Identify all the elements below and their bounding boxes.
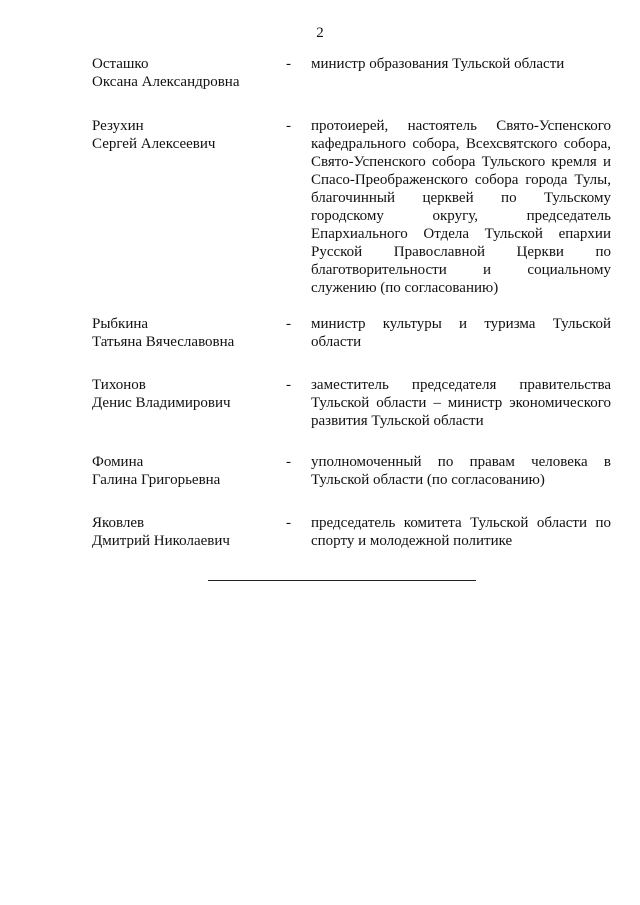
page-number: 2 <box>316 25 324 41</box>
role-line: протоиерей, настоятель Свято-Успенского <box>311 118 611 134</box>
member-role <box>311 376 611 430</box>
role-line: области <box>311 334 362 350</box>
member-role <box>311 55 611 73</box>
member-name <box>92 117 282 153</box>
member-name <box>92 376 282 412</box>
role-line: Свято-Успенского собора Тульского кремля и <box>311 154 611 170</box>
member-name <box>92 453 282 489</box>
member-given-names: Сергей Алексеевич <box>92 136 216 152</box>
member-name <box>92 315 282 351</box>
separator-dash: - <box>286 56 291 72</box>
member-surname: Тихонов <box>92 377 146 393</box>
role-line: Спасо-Преображенского собора города Тулы, <box>311 172 611 188</box>
role-line: уполномоченный по правам человека в <box>311 454 611 470</box>
member-surname: Рыбкина <box>92 316 149 332</box>
role-line: служению (по согласованию) <box>311 280 499 296</box>
separator-dash: - <box>286 454 291 470</box>
separator-dash: - <box>286 316 291 332</box>
separator-dash: - <box>286 377 291 393</box>
member-role <box>311 315 611 351</box>
separator-dash: - <box>286 515 291 531</box>
role-line: городскому округу, председатель <box>311 208 611 224</box>
member-surname: Осташко <box>92 56 149 72</box>
member-role <box>311 514 611 550</box>
role-line: Тульской области (по согласованию) <box>311 472 545 488</box>
role-line: благотворительности и социальному <box>311 262 611 278</box>
role-line: заместитель председателя правительства <box>311 377 611 393</box>
closing-rule <box>208 580 476 581</box>
role-line: Русской Православной Церкви по <box>311 244 611 260</box>
member-role <box>311 453 611 489</box>
member-role <box>311 117 611 297</box>
role-line: развития Тульской области <box>311 413 484 429</box>
role-line: кафедрального собора, Всехсвятского собора, <box>311 136 611 152</box>
member-given-names: Денис Владимирович <box>92 395 231 411</box>
role-line: министр образования Тульской области <box>311 56 565 72</box>
member-name <box>92 55 282 91</box>
role-line: благочинный церквей по Тульскому <box>311 190 611 206</box>
role-line: министр культуры и туризма Тульской <box>311 316 611 332</box>
role-line: спорту и молодежной политике <box>311 533 513 549</box>
member-surname: Яковлев <box>92 515 145 531</box>
role-line: Епархиального Отдела Тульской епархии <box>311 226 611 242</box>
member-name <box>92 514 282 550</box>
role-line: Тульской области – министр экономического <box>311 395 611 411</box>
separator-dash: - <box>286 118 291 134</box>
member-given-names: Татьяна Вячеславовна <box>92 334 235 350</box>
member-surname: Резухин <box>92 118 144 134</box>
role-line: председатель комитета Тульской области по <box>311 515 611 531</box>
member-given-names: Галина Григорьевна <box>92 472 221 488</box>
member-surname: Фомина <box>92 454 144 470</box>
member-given-names: Оксана Александровна <box>92 74 240 90</box>
member-given-names: Дмитрий Николаевич <box>92 533 230 549</box>
